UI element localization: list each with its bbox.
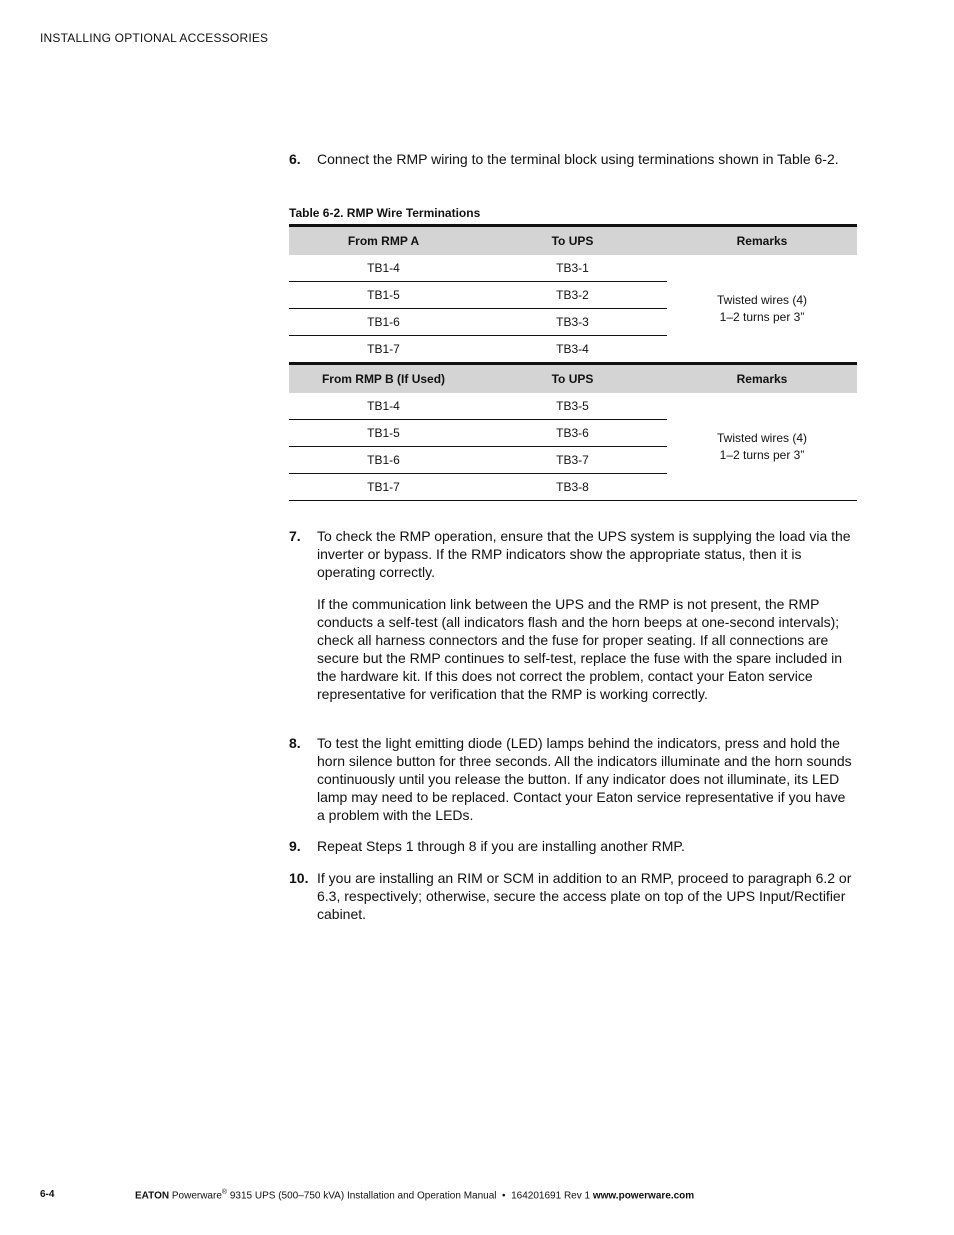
step-number: 6. xyxy=(289,151,301,167)
step-number: 8. xyxy=(289,735,301,751)
column-header: To UPS xyxy=(478,364,667,394)
from-cell: TB1-7 xyxy=(367,342,400,356)
remarks-cell xyxy=(667,255,857,364)
registered-mark: ® xyxy=(221,1189,228,1196)
step-text: Connect the RMP wiring to the terminal block using terminations shown in Table 6-2. xyxy=(317,151,839,167)
to-cell: TB3-2 xyxy=(478,282,667,309)
manual-title: 9315 UPS (500–750 kVA) Installation and Operation Manual • 164201691 Rev 1 xyxy=(227,1190,593,1202)
page-number: 6-4 xyxy=(40,1189,55,1200)
column-header: From RMP B (If Used) xyxy=(289,364,478,394)
table-header-row xyxy=(289,226,857,256)
step-6 xyxy=(289,150,857,168)
to-cell: TB3-1 xyxy=(478,255,667,282)
from-cell: TB1-5 xyxy=(289,420,478,447)
step-10 xyxy=(289,869,857,923)
from-cell: TB1-6 xyxy=(289,447,478,474)
to-cell: TB3-8 xyxy=(478,474,667,501)
to-cell: TB3-7 xyxy=(478,447,667,474)
step-7 xyxy=(289,527,857,703)
brand-name: EATON xyxy=(135,1190,170,1202)
step-paragraph: If the communication link between the UPS and the RMP is not present, the RMP conducts a self-test (all indicators flash and the horn beeps at one-second intervals); check all harness connectors and the fuse for proper seating. If all connections are secure but the RMP continues to self-test, replace the fuse with the spare included in the hardware kit. If this does not correct the problem, contact your Eaton service representative for verification that the RMP is working correctly. xyxy=(317,596,843,702)
to-cell: TB3-3 xyxy=(478,309,667,336)
table-caption: Table 6-2. RMP Wire Terminations xyxy=(289,206,481,220)
step-text: To check the RMP operation, ensure that the UPS system is supplying the load via the inverter or bypass. If the RMP indicators show the appropriate status, then it is operating correctly. xyxy=(317,528,851,580)
step-number: 7. xyxy=(289,528,301,544)
remark-line: 1–2 turns per 3” xyxy=(719,447,805,462)
step-text: If you are installing an RIM or SCM in addition to an RMP, proceed to paragraph 6.2 or 6.3, respectively; otherwise, secure the access plate on top of the UPS Input/Rectifier cabinet. xyxy=(317,870,852,922)
remarks-cell xyxy=(667,393,857,501)
step-text: To test the light emitting diode (LED) lamps behind the indicators, press and hold the horn silence button for three seconds. All the indicators illuminate and the horn sounds continuously until you release the button. If any indicator does not illuminate, its LED lamp may need to be replaced. Contact your Eaton service representative if you have a problem with the LEDs. xyxy=(317,735,852,823)
column-header: To UPS xyxy=(478,226,667,256)
to-cell: TB3-6 xyxy=(478,420,667,447)
remark-line: 1–2 turns per 3” xyxy=(719,309,805,324)
step-9 xyxy=(289,837,857,855)
table-row xyxy=(289,255,857,282)
from-cell: TB1-4 xyxy=(289,393,478,420)
to-cell: TB3-4 xyxy=(556,342,589,356)
product-name: Powerware xyxy=(171,1190,222,1202)
document-info xyxy=(135,1189,694,1201)
from-cell: TB1-4 xyxy=(289,255,478,282)
step-8 xyxy=(289,734,857,824)
table-header-row xyxy=(289,364,857,394)
column-header: From RMP A xyxy=(289,226,478,256)
rmp-wire-terminations-table xyxy=(289,224,857,501)
step-number: 10. xyxy=(289,870,309,886)
step-text: Repeat Steps 1 through 8 if you are installing another RMP. xyxy=(317,838,685,854)
running-header: INSTALLING OPTIONAL ACCESSORIES xyxy=(40,31,269,45)
remark-line: Twisted wires (4) xyxy=(716,430,808,445)
remark-line: Twisted wires (4) xyxy=(716,292,808,307)
website-link[interactable]: www.powerware.com xyxy=(592,1190,695,1202)
column-header: Remarks xyxy=(667,226,857,256)
column-header: Remarks xyxy=(667,364,857,394)
from-cell: TB1-7 xyxy=(289,474,478,501)
to-cell: TB3-5 xyxy=(478,393,667,420)
from-cell: TB1-6 xyxy=(289,309,478,336)
table-row xyxy=(289,393,857,420)
from-cell: TB1-5 xyxy=(289,282,478,309)
step-number: 9. xyxy=(289,838,301,854)
